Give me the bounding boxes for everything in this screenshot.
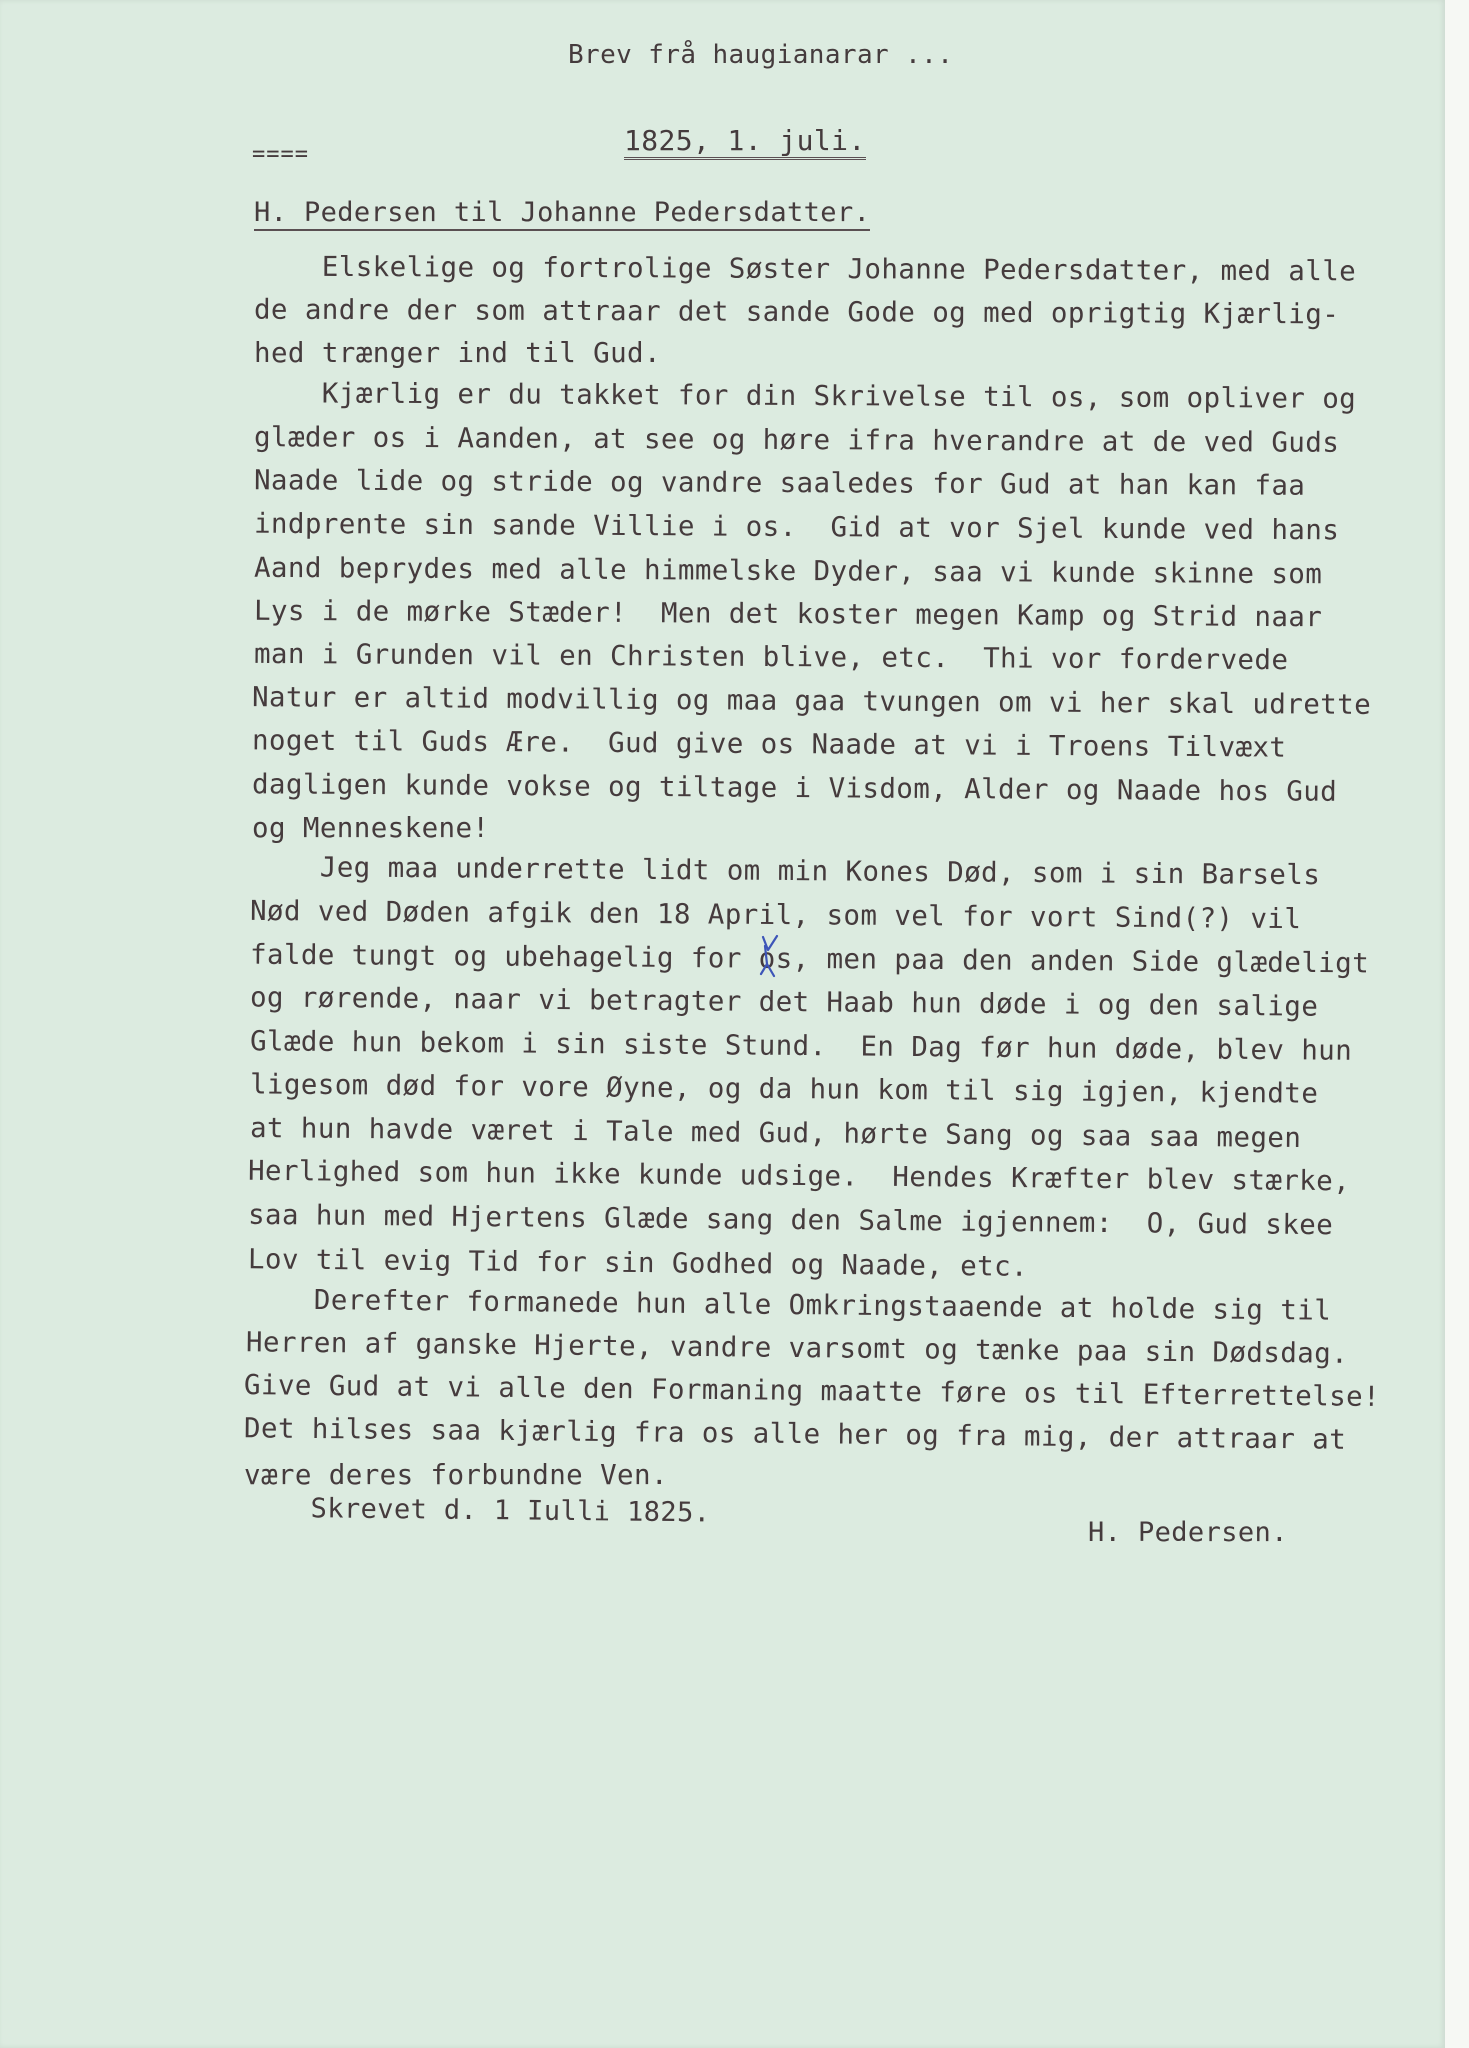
body-line: Derefter formanede hun alle Omkringstaaende at holde sig til [245, 1283, 1332, 1327]
body-line: Natur er altid modvillig og maa gaa tvungen om vi her skal udrette [251, 681, 1372, 721]
body-line: og Menneskene! [252, 812, 490, 844]
letter-addressee: H. Pedersen til Johanne Pedersdatter. [254, 197, 870, 231]
body-line: Naade lide og stride og vandre saaledes for Gud at han kan faa [253, 464, 1306, 502]
body-line: Herren af ganske Hjerte, vandre varsomt og tænke paa sin Dødsdag. [245, 1326, 1349, 1370]
body-line: Det hilses saa kjærlig fra os alle her og fra mig, der attraar at [243, 1412, 1347, 1456]
body-line: være deres forbundne Ven. [244, 1459, 668, 1491]
body-line: Aand beprydes med alle himmelske Dyder, saa vi kunde skinne som [253, 551, 1323, 591]
body-line: og rørende, naar vi betragter det Haab hun døde i og den salige [249, 981, 1319, 1023]
letter-closing: Skrevet d. 1 Iulli 1825. [243, 1492, 711, 1529]
letter-date: 1825, 1. juli. [624, 124, 866, 160]
body-line: saa hun med Hjertens Glæde sang den Salme igjennem: O, Gud skee [247, 1198, 1334, 1242]
body-line: Elskelige og fortrolige Søster Johanne Pedersdatter, med alle [253, 250, 1357, 288]
insertion-mark-icon [757, 934, 787, 984]
section-marker: ==== [252, 142, 309, 167]
page-header: Brev frå haugianarar ... [568, 40, 954, 70]
body-line: Glæde hun bekom i sin siste Stund. En Dag før hun døde, blev hun [249, 1025, 1353, 1067]
body-line: man i Grunden vil en Christen blive, etc. Thi vor fordervede [253, 637, 1289, 677]
body-line: Give Gud at vi alle den Formaning maatte føre os til Efterrettelse! [243, 1369, 1381, 1413]
signature: H. Pedersen. [1088, 1517, 1288, 1548]
body-line: noget til Guds Ære. Gud give os Naade at vi i Troens Tilvæxt [251, 724, 1287, 764]
body-line: hed trænger ind til Gud. [254, 337, 661, 369]
body-line: Herlighed som hun ikke kunde udsige. Hendes Kræfter blev stærke, [247, 1154, 1351, 1198]
body-line: Nød ved Døden afgik den 18 April, som vel for vort Sind(?) vil [249, 894, 1302, 936]
body-line: ligesom død for vore Øyne, og da hun kom til sig igjen, kjendte [249, 1068, 1319, 1110]
body-line: indprente sin sande Villie i os. Gid at vor Sjel kunde ved hans [253, 507, 1340, 547]
body-line: Lys i de mørke Stæder! Men det koster megen Kamp og Strid naar [253, 594, 1323, 634]
body-line: dagligen kunde vokse og tiltage i Visdom, Alder og Naade hos Gud [251, 768, 1338, 808]
body-line: at hun havde været i Tale med Gud, hørte Sang og saa saa megen [249, 1111, 1302, 1155]
body-line: Jeg maa underrette lidt om min Kones Død, som i sin Barsels [251, 850, 1321, 892]
body-line: de andre der som attraar det sande Gode og med oprigtig Kjærlig- [253, 293, 1340, 331]
body-line: Kjærlig er du takket for din Skrivelse til os, som opliver og [253, 377, 1357, 415]
page-edge [1445, 0, 1469, 2048]
body-line: glæder os i Aanden, at see og høre ifra hverandre at de ved Guds [253, 421, 1340, 459]
body-line: falde tungt og ubehagelig for os, men paa den anden Side glædeligt [249, 938, 1370, 980]
body-line: Lov til evig Tid for sin Godhed og Naade, etc. [247, 1243, 1029, 1283]
